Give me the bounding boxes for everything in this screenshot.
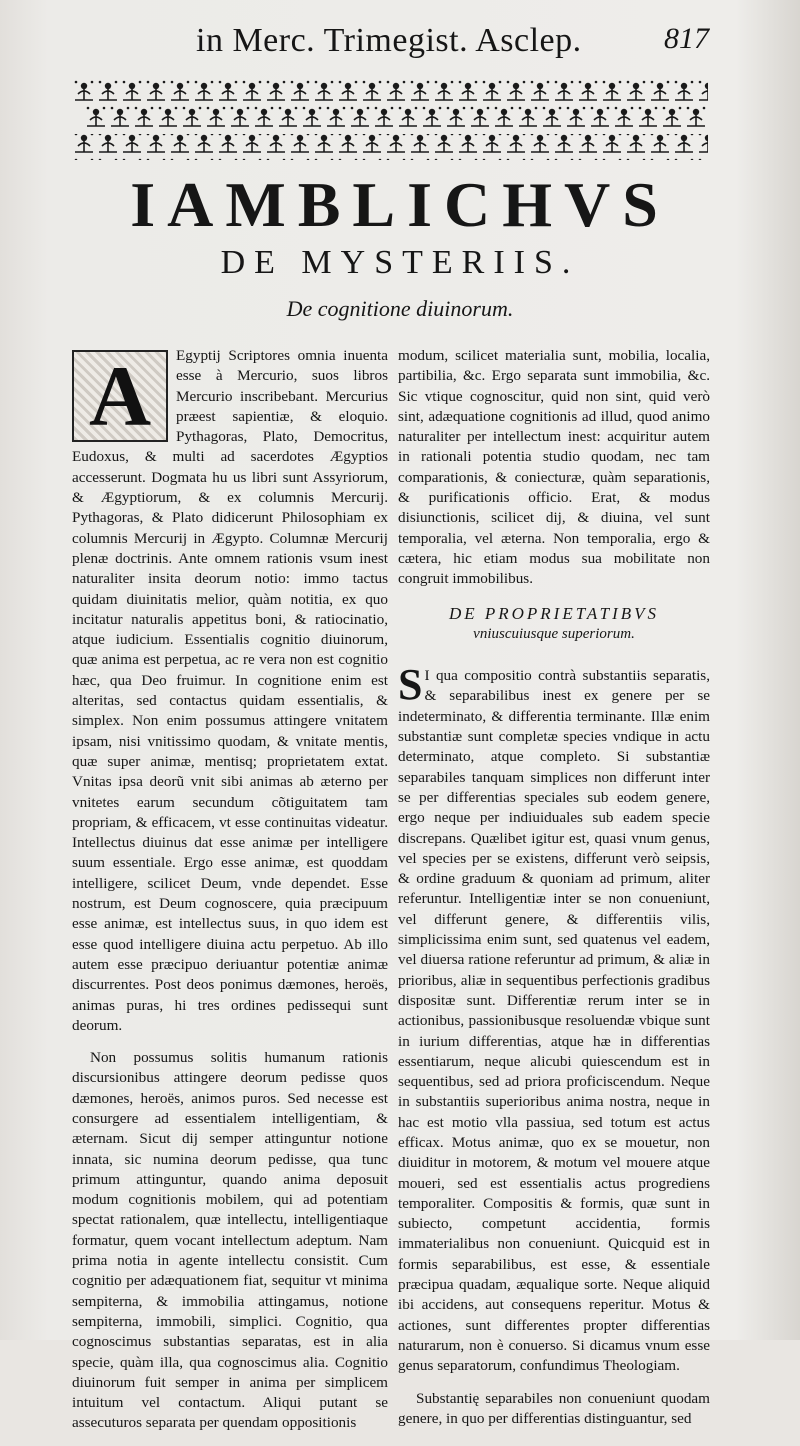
paragraph: Substantię separabiles non conueniunt quodam genere, in quo per differentias distinguantur, sed [398,1389,710,1427]
right-column [398,346,710,1441]
book-title: IAMBLICHVS [130,169,670,240]
paragraph: modum, scilicet materialia sunt, mobilia, localia, partibilia, &c. Ergo separata sunt immobilia, &c. Sic vtique cognoscitur, quid non sint, quid verò sint, adæquatione cognitionis ad illud, quod animo naturaliter per intellectum inest: acquiritur autem in rationali potentia studio quodam, nec tam comparationis, & coniecturæ, quàm separationis, & purificationis officio. Erat, & modus disiunctionis, scilicet dij, & diuina, vel sunt temporalia, vel æterna. Non temporalia, ergo & cætera, hic etiam modus sua mobilitate non congruit immobilibus. [398,347,710,588]
section-heading: De cognitione diuinorum. [286,296,514,321]
left-column [72,346,388,1446]
paragraph: Egyptij Scriptores omnia inuenta esse à Mercurio, suos libros Mercurio inscribebant. Mercurius præest sapientiæ, & eloquio. Pythagoras, Plato, Democritus, Eudoxus, & multi ad sacerdotes Ægyptios accesserunt. Dogmata hu us libri sunt Assyriorum, & Ægyptiorum, & ex columnis Mercurij. Pythagoras, & Plato didicerunt Philosophiam ex columnis Mercurij in Ægypto. Columnæ Mercurij plenæ doctrinis. Ante omnem rationis vsum inest naturaliter insita deorum notio: immo tactus quidam diuinitatis melior, quàm notitia, ex quo incitatur naturalis appetitus boni, & ratiocinatio, atque iudicium. Essentialis cognitio diuinorum, quæ anima est perpetua, ac re vera non est cognitio hæc, qua Deo fruimur. In cognitione enim est alteritas, sed contactus quidam essentialis, & simplex. Non enim possumus attingere vnitatem ipsam, nisi vnitissimo quodam, & vnitate mentis, quæ super animæ, mentisq; proprietatem extat. Vnitas ipsa deorũ vnit sibi animas ab æterno per vnitetes earum secundum cõtiguitatem tam propriam, & efficacem, vt esse continuitas videatur. Intellectus diuinus dat esse animæ per intelligere suum essentiale. Ergo esse animæ, est quoddam intelligere, scilicet Deum, vnde dependet. Esse nostrum, est Deum cognoscere, quia præcipuum esse animæ, est intellectus suus, in quo idem est esse quod intelligere diuina actu perpetuo. Ab illo autem esse præcipuo deriuantur potentiæ animæ discurrentes. Post deos ponimus dæmones, heroës, animas puras, hi tres ordines pedissequi sunt deorum. [72,347,388,1034]
chapter-heading [398,604,710,645]
initial-letter: S [398,660,423,710]
chapter-heading-subtitle: vniuscuiusque superiorum. [473,625,635,642]
decorated-initial [72,350,168,442]
page-number: 817 [664,22,709,55]
chapter-heading-title: DE PROPRIETATIBVS [448,603,660,623]
running-head [0,22,800,62]
drop-cap-letter: A [88,348,152,444]
running-title: in Merc. Trimegist. Asclep. [196,22,582,59]
paragraph: Non possumus solitis humanum rationis discursionibus attingere deorum pedisse quos dæmones, heroës, animos puros. Sed necesse est consurgere ad essentialem intelligentiam, & æternam. Sicut dij semper attinguntur notione innata, sic numina deorum pedisse, qua tunc primum attinguntur, quando anima deposuit modum cognitionis mobilem, qui ad potentiam spectat rationalem, quæ intellectu, intelligentiaque formatur, quem vocant intellectum adeptum. Nam prima notia in agente intellectu consistit. Cum cognitio per adæquationem fiat, sequitur vt minima sempiterna, & immobilia attingamus, notione sempiterna, immobili, simplici. Cognitio, qua cognoscimus substantias separatas, est in alia specie, quàm illa, qua cognoscimus alia. Cognitio diuinorum fuit semper in anima per simplicem intuitum vel contactum. Aliqui putant se assecuturos separata per quendam oppositionis [72,1049,388,1432]
paragraph: I qua compositio contrà substantiis separatis, & separabilibus inest ex genere per se indeterminato, & differentia terminante. Illæ enim substantiæ sunt completæ species vndique in actu determinato, atque completo. Si substantiæ separabiles tanquam simplices non differunt inter se per differentias speciales sub eodem genere, ergo neque per indiuiduales sub eadem specie discrepans. Quælibet igitur est, quasi vnum genus, vel species per se existens, differunt verò seipsis, & ordine graduum & quoniam ad primum, aliter referuntur. Intelligentiæ inter se non conueniunt, vel differunt genere, & differentiis vilis, simplicissima enim sunt, sed quatenus vel eadem, vel diuersa ratione referuntur ad primum, & aliæ in prioribus, aliæ in sequentibus perfectionis gradibus dispositæ sunt. Differentiæ rerum inter se in actionibus, passionibusque resoluendæ vbique sunt in iurium differentias, atque hæ in differentias essentiarum, neque alicubi quiescendum est in sequentibus, sed ad priora proficiscendum. Neque in substantiis superioribus anima nostra, neque in hac est motio vlla passiua, sed totum est actus efficax. Motus animæ, quo ex se mouetur, non diuiditur in motorem, & motum vel mouere atque moueri, sed est essentialis actus progrediens temporaliter. Compositis & formis, quæ sunt in subiecto, competunt accidentia, formis immaterialibus non conueniunt. Quicquid est in formis separabilibus, est esse, & essentiale præcipua quadam, æqualique sorte. Neque aliquid ibi accidens, aut consequens reperitur. Motus & actiones, sunt differentes propter differentias naturarum, non è conuerso. Si dicamus vnum esse genus separatorum, confundimus Theologiam. [398,667,710,1375]
book-subtitle: DE MYSTERIIS. [220,244,580,281]
fleuron-band-icon [72,78,708,160]
